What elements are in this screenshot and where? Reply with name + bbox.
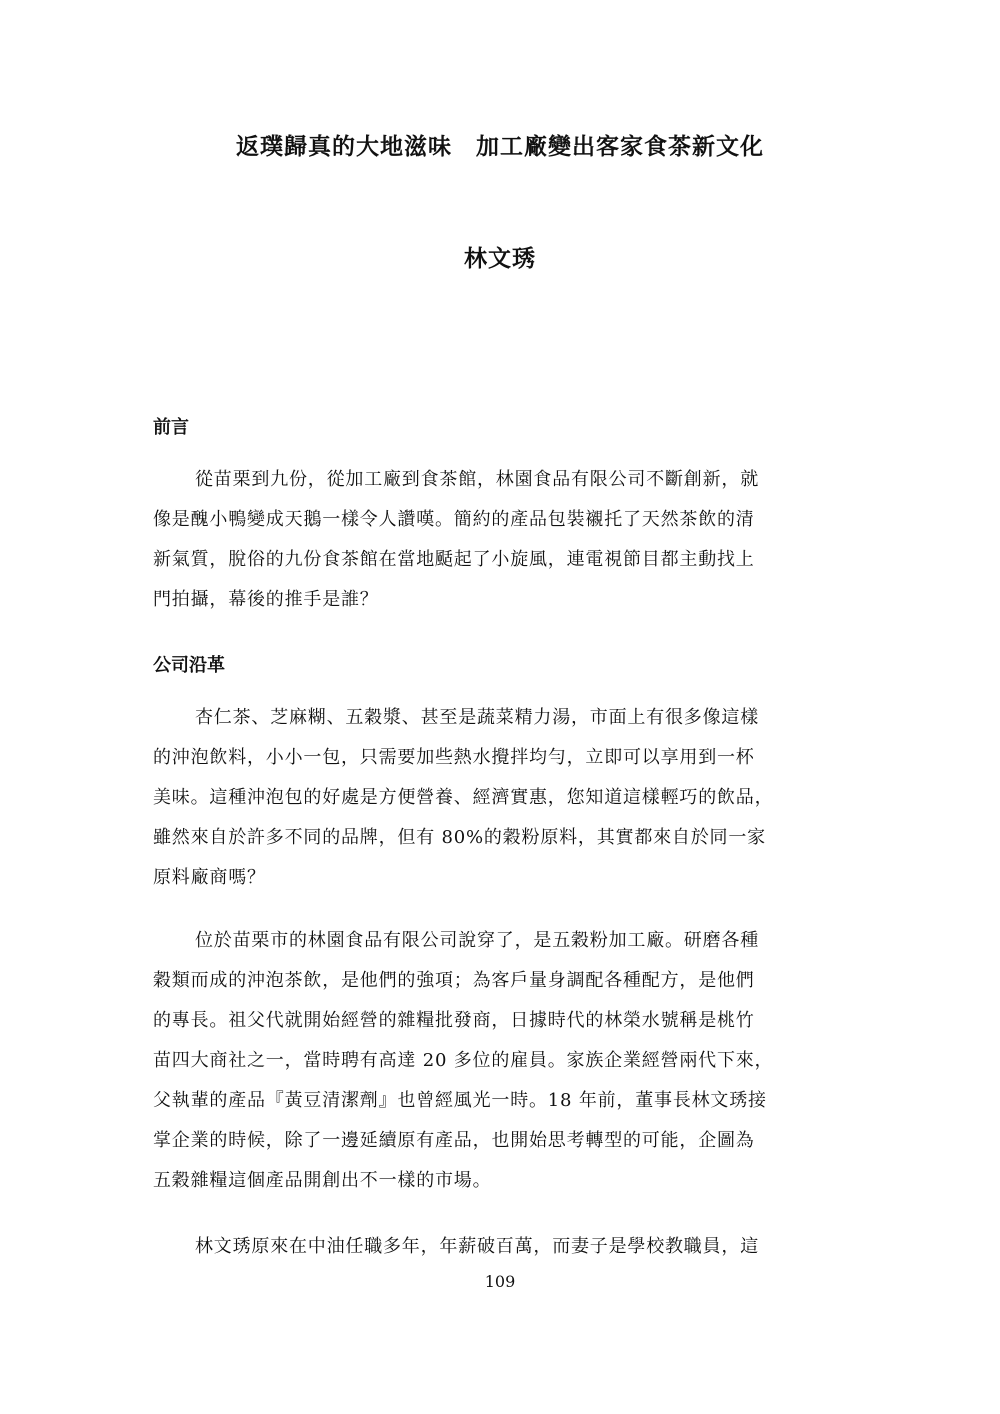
text-line: 五穀雜糧這個產品開創出不一樣的市場。	[153, 1170, 492, 1191]
text-line: 美味。這種沖泡包的好處是方便營養、經濟實惠，您知道這樣輕巧的飲品，	[153, 787, 774, 808]
page-number: 109	[484, 1272, 516, 1291]
text-line: 杏仁茶、芝麻糊、五穀漿、甚至是蔬菜精力湯，市面上有很多像這樣	[195, 707, 759, 728]
text-line: 掌企業的時候，除了一邊延續原有產品，也開始思考轉型的可能，企圖為	[153, 1130, 755, 1151]
text-line: 位於苗栗市的林園食品有限公司說穿了，是五穀粉加工廠。研磨各種	[195, 930, 759, 951]
text-line: 穀類而成的沖泡茶飲，是他們的強項；為客戶量身調配各種配方，是他們	[153, 970, 755, 991]
section-heading-history: 公司沿革	[153, 655, 225, 676]
text-line: 門拍攝，幕後的推手是誰？	[153, 589, 379, 610]
text-line: 雖然來自於許多不同的品牌，但有 80%的穀粉原料，其實都來自於同一家	[153, 827, 766, 848]
text-line: 的沖泡飲料，小小一包，只需要加些熱水攪拌均勻，立即可以享用到一杯	[153, 747, 755, 768]
paragraph-history-1	[153, 698, 853, 898]
text-line: 像是醜小鴨變成天鵝一樣令人讚嘆。簡約的產品包裝襯托了天然茶飲的清	[153, 509, 755, 530]
paragraph-preface	[153, 460, 853, 620]
text-line: 苗四大商社之一，當時聘有高達 20 多位的雇員。家族企業經營兩代下來，	[153, 1050, 774, 1071]
section-heading-preface: 前言	[153, 417, 189, 438]
text-line: 父執輩的產品『黃豆清潔劑』也曾經風光一時。18 年前，董事長林文琇接	[153, 1090, 767, 1111]
text-line: 林文琇原來在中油任職多年，年薪破百萬，而妻子是學校教職員，這	[195, 1236, 759, 1257]
document-title: 返璞歸真的大地滋味 加工廠變出客家食茶新文化	[236, 133, 764, 160]
paragraph-history-2	[153, 921, 853, 1201]
text-line: 新氣質，脫俗的九份食茶館在當地颳起了小旋風，連電視節目都主動找上	[153, 549, 755, 570]
text-line: 的專長。祖父代就開始經營的雜糧批發商，日據時代的林榮水號稱是桃竹	[153, 1010, 755, 1031]
paragraph-history-3	[153, 1227, 853, 1267]
text-line: 從苗栗到九份，從加工廠到食茶館，林園食品有限公司不斷創新，就	[195, 469, 759, 490]
text-line: 原料廠商嗎？	[153, 867, 266, 888]
author-name: 林文琇	[464, 245, 536, 272]
